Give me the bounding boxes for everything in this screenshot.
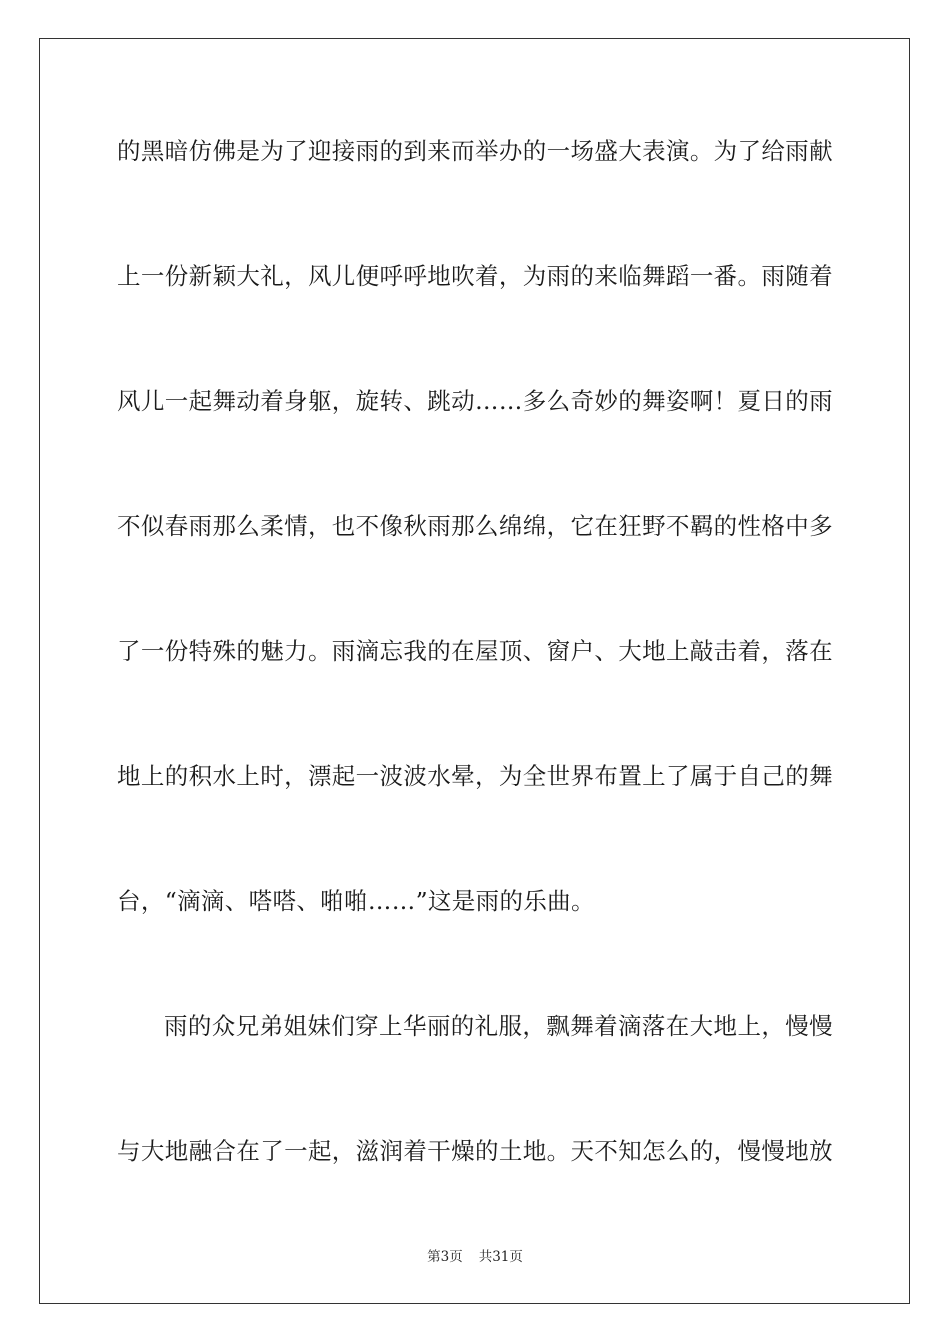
text-line: 风儿一起舞动着身躯，旋转、跳动……多么奇妙的舞姿啊！夏日的雨 [117, 387, 833, 415]
text-line: 与大地融合在了一起，滋润着干燥的土地。天不知怎么的，慢慢地放 [117, 1137, 833, 1165]
document-body [117, 128, 833, 1253]
paragraph-first-line: 雨的众兄弟姐妹们穿上华丽的礼服，飘舞着滴落在大地上，慢慢 [164, 1012, 833, 1040]
text-line: 了一份特殊的魅力。雨滴忘我的在屋顶、窗户、大地上敲击着，落在 [117, 637, 833, 665]
text-line: 上一份新颖大礼，风儿便呼呼地吹着，为雨的来临舞蹈一番。雨随着 [117, 262, 833, 290]
page-footer [0, 1247, 950, 1267]
text-line: 地上的积水上时，漂起一波波水晕，为全世界布置上了属于自己的舞 [117, 762, 833, 790]
paragraph-last-line: 台，“滴滴、嗒嗒、啪啪……”这是雨的乐曲。 [117, 887, 595, 915]
current-page-number: 第3页 [427, 1249, 463, 1265]
text-line: 不似春雨那么柔情，也不像秋雨那么绵绵，它在狂野不羁的性格中多 [117, 512, 833, 540]
total-page-count: 共31页 [478, 1249, 523, 1265]
text-line: 的黑暗仿佛是为了迎接雨的到来而举办的一场盛大表演。为了给雨献 [117, 137, 833, 165]
